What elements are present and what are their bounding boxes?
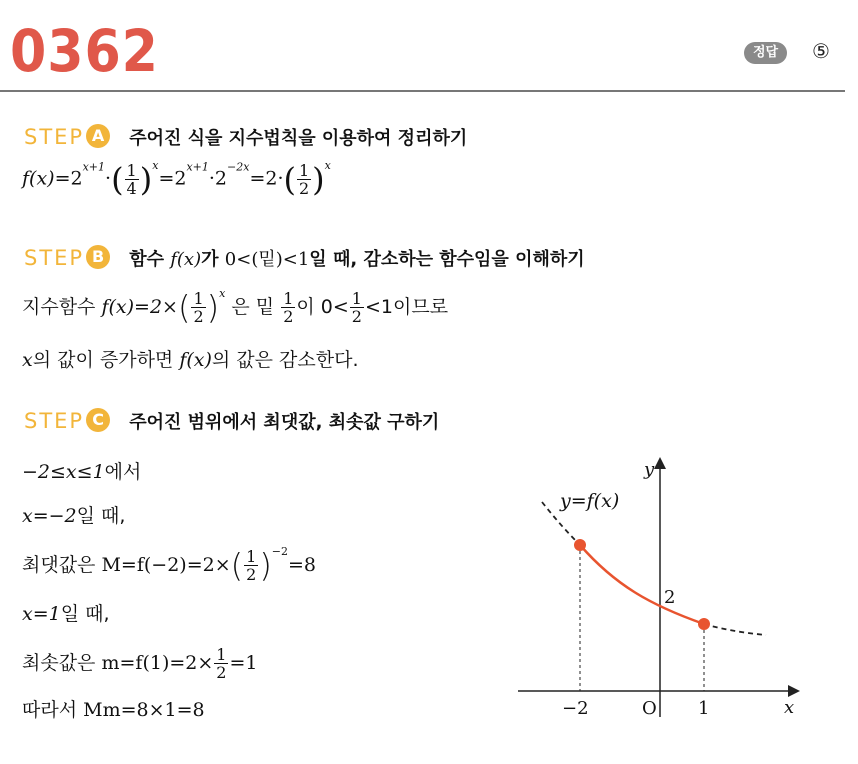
y-intercept-label: 2 [664,587,676,608]
step-a-equation: $f(x)=2^{x+1}\cdot$( $\frac{1}{4}$ )$^x=2^{x+1}\cdot 2^{-2x}=2\cdot$( $\frac{1}{2}$ )$^x$ [22,158,331,199]
curve-label: y=f(x) [560,490,620,512]
fraction: $\frac{1}{2}$ [216,645,227,682]
origin-label: O [642,698,657,719]
problem-number: 0362 [10,17,159,85]
step-a-label: STEP [24,125,85,149]
curve-solid [580,545,704,624]
x-axis-label: x [784,697,795,718]
step-b-line-2: x의 값이 증가하면 f(x)의 값은 감소한다. [22,349,359,371]
fraction: $\frac{1}{2}$ [283,289,294,326]
step-a-badge: A [86,124,110,148]
min-point [698,618,710,630]
y-axis-label: y [644,459,655,480]
step-c-line-6: 따라서 Mm=8×1=8 [22,699,205,721]
step-b-title: 함수 f(x)가 0<(밑)<1일 때, 감소하는 함수임을 이해하기 [129,249,585,270]
step-c-heading [24,408,439,436]
curve-dashed-right [704,624,766,635]
step-c-label: STEP [24,409,85,433]
fraction: $\frac{1}{2}$ [193,289,204,326]
answer-value: ⑤ [812,39,830,63]
fraction: $\frac{1}{4}$ [126,161,137,198]
fraction: $\frac{1}{2}$ [246,547,257,584]
tick-1-label: 1 [698,698,710,719]
step-c-badge: C [86,408,110,432]
step-b-label: STEP [24,246,85,270]
step-b-line-1: 지수함수 f(x)=2×( $\frac{1}{2}$ )$^x$ 은 밑 $\frac{1}{2}$ 이 0< $\frac{1}{2}$ <1이므로 [22,287,449,327]
step-c-line-4: x=1일 때, [22,603,110,625]
step-c-line-1: −2≤x≤1에서 [22,461,142,483]
step-c-line-5: 최솟값은 m=f(1)=2× $\frac{1}{2}$ =1 [22,645,258,682]
step-a-heading [24,124,467,152]
step-b-heading [24,245,585,273]
step-b-badge: B [86,245,110,269]
max-point [574,539,586,551]
step-a-title: 주어진 식을 지수법칙을 이용하여 정리하기 [129,128,468,149]
answer-badge: 정답 [744,42,787,64]
fraction: $\frac{1}{2}$ [298,161,310,198]
step-c-line-2: x=−2일 때, [22,505,126,527]
fraction: $\frac{1}{2}$ [351,289,362,326]
tick-neg2-label: −2 [562,698,589,719]
step-c-title: 주어진 범위에서 최댓값, 최솟값 구하기 [129,412,440,433]
header-divider [0,90,845,92]
exponential-graph [510,455,810,725]
step-c-line-3: 최댓값은 M=f(−2)=2×( $\frac{1}{2}$ )$^{-2}$=8 [22,545,317,585]
